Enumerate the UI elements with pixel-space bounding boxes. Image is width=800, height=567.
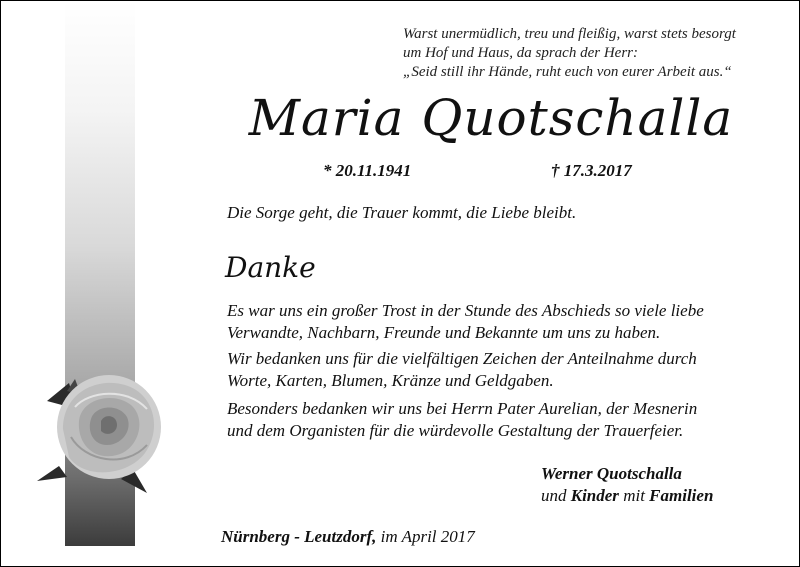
paragraph-line: Worte, Karten, Blumen, Kränze und Geldgaben.: [227, 371, 554, 390]
verse-line: um Hof und Haus, da sprach der Herr:: [403, 45, 638, 61]
motto: Die Sorge geht, die Trauer kommt, die Liebe bleibt.: [227, 203, 577, 222]
deceased-name: Maria Quotschalla: [248, 89, 734, 147]
verse-line: Warst unermüdlich, treu und fleißig, warst stets besorgt: [403, 26, 736, 42]
rose-icon: [29, 361, 179, 501]
verse-line: „Seid still ihr Hände, ruht euch von eurer Arbeit aus.“: [403, 64, 732, 80]
thanks-paragraph: [227, 398, 767, 442]
signature-family: [541, 485, 713, 507]
thanks-heading: Danke: [225, 251, 316, 284]
paragraph-line: Wir bedanken uns für die vielfältigen Zeichen der Anteilnahme durch: [227, 349, 697, 368]
place: Nürnberg - Leutzdorf,: [221, 527, 377, 546]
thanks-paragraph: [227, 300, 767, 344]
paragraph-line: Verwandte, Nachbarn, Freunde und Bekannte um uns zu haben.: [227, 323, 661, 342]
signature: [541, 463, 713, 507]
signature-word: und: [541, 486, 567, 505]
paragraph-line: Es war uns ein großer Trost in der Stunde des Abschieds so viele liebe: [227, 301, 704, 320]
paragraph-line: Besonders bedanken wir uns bei Herrn Pater Aurelian, der Mesnerin: [227, 399, 698, 418]
birth-date: * 20.11.1941: [323, 161, 412, 180]
death-date: † 17.3.2017: [551, 161, 632, 180]
place-date: [221, 527, 475, 547]
signature-families: Familien: [649, 486, 714, 505]
verse: [403, 25, 793, 82]
date: im April 2017: [380, 527, 475, 546]
signature-name: Werner Quotschalla: [541, 464, 682, 483]
paragraph-line: und dem Organisten für die würdevolle Gestaltung der Trauerfeier.: [227, 421, 684, 440]
signature-children: Kinder: [570, 486, 619, 505]
signature-word: mit: [623, 486, 645, 505]
thanks-paragraph: [227, 348, 767, 392]
